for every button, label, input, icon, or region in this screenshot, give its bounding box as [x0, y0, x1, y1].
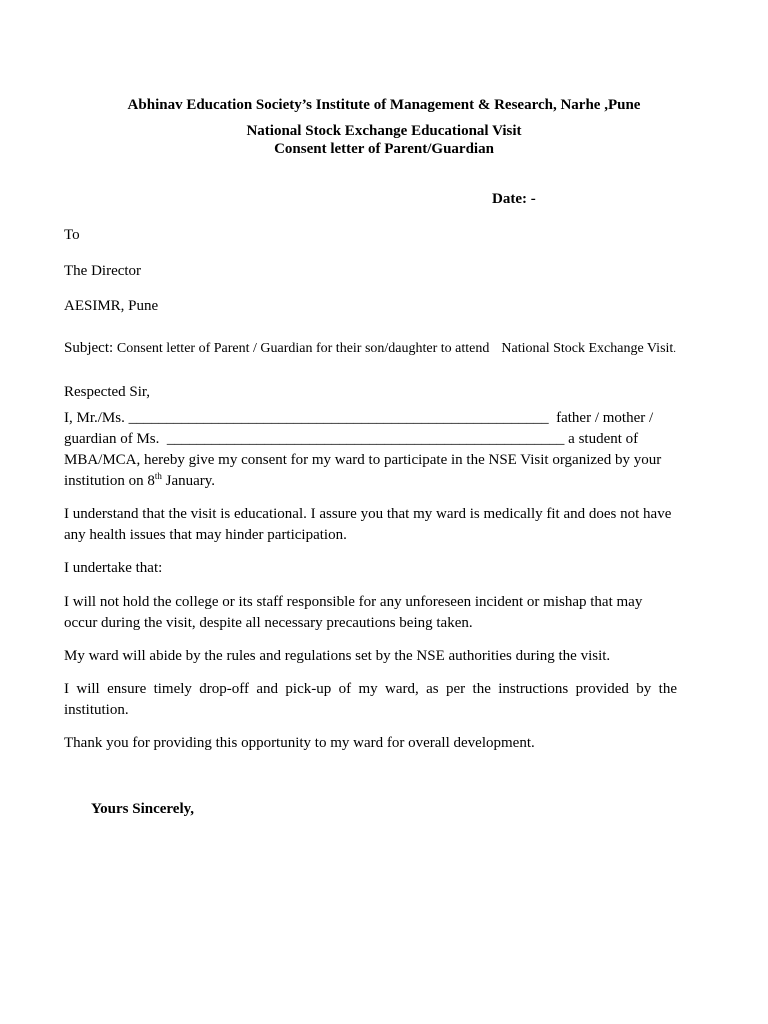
consent-line-1: [64, 408, 677, 429]
closing-signoff: Yours Sincerely,: [91, 801, 195, 817]
consent-line-4: [64, 471, 677, 492]
ordinal-suffix: th: [154, 471, 162, 481]
guardian-of-label: guardian of Ms.: [64, 431, 167, 447]
subject-end: .: [673, 344, 676, 355]
address-to: To: [64, 227, 80, 243]
consent-parent-label: I, Mr./Ms.: [64, 410, 129, 426]
consent-line-2: [64, 429, 677, 450]
dropoff-paragraph: I will ensure timely drop-off and pick-up of my ward, as per the instructions provided by the institution.: [64, 681, 677, 718]
letter-title: Consent letter of Parent/Guardian: [274, 141, 494, 157]
undertake-paragraph: I undertake that:: [64, 560, 163, 576]
address-org: AESIMR, Pune: [64, 298, 159, 314]
subject-text: Consent letter of Parent / Guardian for their son/daughter to attend: [116, 341, 490, 356]
educational-paragraph: I understand that the visit is educational. I assure you that my ward is medically fit and does not have any health issues that may hinder participation.: [64, 506, 672, 543]
consent-paragraph: [64, 408, 677, 492]
subject-label: Subject:: [64, 340, 114, 356]
title-block: [0, 122, 768, 158]
institution-heading: Abhinav Education Society’s Institute of Management & Research, Narhe ,Pune: [127, 97, 641, 113]
consent-line-3: MBA/MCA, hereby give my consent for my ward to participate in the NSE Visit organized by your: [64, 452, 662, 468]
student-name-blank: _____________________________________________________: [166, 431, 565, 447]
subject-visit: National Stock Exchange Visit: [501, 341, 674, 356]
student-of-label: a student of: [564, 431, 639, 447]
visit-date-text: institution on 8: [64, 473, 155, 489]
rules-paragraph: My ward will abide by the rules and regulations set by the NSE authorities during the visit.: [64, 648, 611, 664]
subject-line: [64, 338, 677, 360]
date-label: Date: -: [492, 191, 536, 207]
liability-paragraph: I will not hold the college or its staff responsible for any unforeseen incident or mishap that may occur during the visit, despite all necessary precautions being taken.: [64, 594, 643, 631]
address-recipient: The Director: [64, 263, 142, 279]
visit-title: National Stock Exchange Educational Visit: [246, 123, 522, 139]
relation-label: father / mother /: [548, 410, 654, 426]
salutation: Respected Sir,: [64, 384, 151, 400]
thanks-paragraph: Thank you for providing this opportunity to my ward for overall development.: [64, 735, 535, 751]
parent-name-blank: ________________________________________________________: [128, 410, 549, 426]
visit-month-text: January.: [161, 473, 216, 489]
